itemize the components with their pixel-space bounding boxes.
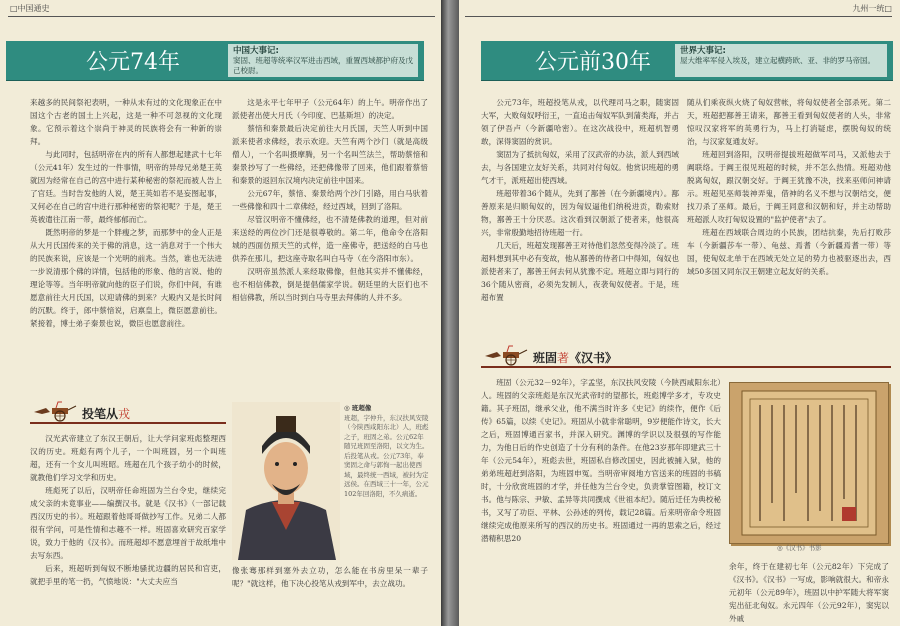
title-main: 投笔从	[82, 407, 119, 421]
paragraph: 与此同时，包括明帝在内的所有人都想起建武十七年（公元41年）发生过的一件事情，明帝的异母兄弟楚王英就因为经常在自己的宫中进行某种秘密的祭祀而被人告上了官廷。当时告发他的人说，楚王英如若不是妄图起事，又何必在自己的宫中进行那种秘密的祭祀呢？于是，楚王英被遣往江南一带，最终郁郁而亡。	[30, 150, 222, 224]
right-events-box	[675, 44, 887, 77]
book-page-icon	[730, 383, 888, 543]
left-events-text: 窦固、班超等统率汉军进击西域，重置西域都护府及戊己校尉。	[233, 56, 413, 75]
left-running-head: □中国通史	[10, 4, 50, 13]
paragraph: 来越多的民间祭祀表明，一种从未有过的文化现象正在中国这个古老的国土上兴起，这是一种不可忽视的文化现象。它预示着这个崇尚于神灵的民族将会有一种新的崇拜。	[30, 98, 222, 146]
chariot-icon	[483, 344, 529, 366]
title-accent: 著	[557, 351, 570, 365]
paragraph: 汉光武帝建立了东汉王朝后，让大学问家班彪整理西汉的历史。班彪有两个儿子，一个叫班固，另一个叫班超，还有一个女儿叫班昭。班超在几个孩子幼小的时候，就教他们学习文学和历史。	[30, 434, 226, 482]
right-section-col2	[729, 560, 889, 622]
left-year: 公元74年	[86, 50, 180, 75]
paragraph: 尽管汉明帝不懂佛经，也不清楚佛教的道理，但对前来送经的两位沙门还是很尊敬的。第二年，他命令在洛阳城的西面仿照天竺的式样，造一座佛寺，把送经的白马也供养在那儿，把这座寺取名叫白马寺（在今洛阳市东）。	[232, 215, 428, 263]
paragraph: 窦固为了抵抗匈奴，采用了汉武帝的办法，派人到西域去，与各国建立友好关系，共同对付匈奴。他赏识班超的勇气才干，派班超出使西域。	[481, 150, 679, 185]
left-column-2	[232, 96, 428, 378]
paragraph: 班彪死了以后，汉明帝任命班固为兰台令史，继续完成父亲的未竟事业——编撰汉书。就是《汉书》（一部记载西汉历史的书）。班超跟着他哥哥做抄写工作。兄弟二人都很有学问，可是性情和志趣不一样。班固喜欢研究百家学说，致力于他的《汉书》。而班超却不愿意埋首于故纸堆中去写东西。	[30, 486, 226, 560]
paragraph: 这是永平七年甲子（公元64年）的上午。明帝作出了派使者出使大月氏（今印度、巴基斯坦）的决定。	[232, 98, 428, 120]
paragraph: 蔡愔和秦景最后决定前往大月氏国，天竺人听到中国派来使者求佛经，表示欢迎。天竺有两个沙门（就是高级僧人），一个名叫摄摩腾，另一个名叫竺法兰，帮助蔡愔和秦景抄写了一些佛经，还把佛像带了回来，他们跟着蔡愔和秦景的返回东汉境内决定前往中国来。	[232, 124, 428, 185]
left-page	[0, 0, 441, 626]
title-rest: 《汉书》	[569, 351, 618, 365]
title-accent: 戎	[118, 407, 131, 421]
paragraph: 班超带着36个随从，先到了鄯善（在今新疆境内）。鄯善原来是归顺匈奴的，因为匈奴逼他们纳税进贡，勒索财物，鄯善王十分厌恶。这次看到汉朝派了使者来，他很高兴，非常殷勤地招待班超一行。	[481, 189, 679, 237]
left-bottom-text	[232, 564, 428, 622]
paragraph: 公元73年，班超投笔从戎，以代理司马之职，随窦固大军，大败匈奴呼衍王，一直追击匈奴军队到蒲类海，并占领了伊吾卢（今新疆哈密）。在这次战役中，班超机智勇敢，深得窦固的赏识。	[481, 98, 679, 146]
han-shu-book-image	[729, 382, 889, 544]
paragraph: 几天后，班超发现鄯善王对待他们忽然变得冷淡了。班超料想到其中必有变故，他从鄯善的侍者口中得知，匈奴也派使者来了，鄯善王何去何从犹豫不定。班超立即与同行的36个随从密商，必须先发制人，夜袭匈奴使者。于是，班超布置	[481, 241, 679, 302]
section-rule	[30, 422, 226, 424]
book-gutter	[441, 0, 459, 626]
right-year-banner	[481, 41, 893, 80]
right-section-title	[533, 349, 617, 366]
right-events-text: 屋大维率军侵入埃及，建立起横跨欧、亚、非的罗马帝国。	[680, 56, 875, 65]
right-year: 公元前30年	[535, 50, 651, 75]
left-events-box	[228, 44, 418, 77]
paragraph: 余年，终于在建初七年（公元82年）下完成了《汉书》。《汉书》一写成，影响就很大。和帝永元初年（公元89年），班固以中护军随大将军窦宪出征北匈奴。永元四年（公元92年），窦宪以外戚	[729, 562, 889, 622]
left-column-1	[30, 96, 222, 378]
right-page	[459, 0, 900, 626]
portrait-caption	[344, 404, 430, 499]
paragraph: 像张骞那样到塞外去立功，怎么能在书房里呆一辈子呢？"就这样，他下决心投笔从戎到军中，去立战功。	[232, 566, 428, 588]
paragraph: 后来，班超听到匈奴不断地骚扰边疆的居民和官吏，就把手里的笔一扔，气愤地说："大丈夫应当	[30, 564, 226, 586]
section-rule	[481, 366, 891, 368]
paragraph: 汉明帝虽然派人来经取佛像，但他其实并不懂佛经，也不相信佛教，倒是提倡儒家学说。朝廷里的大臣们也不相信佛教，所以当时到白马寺里去拜佛的人并不多。	[232, 267, 428, 302]
right-column-1	[481, 96, 679, 334]
right-column-2	[687, 96, 891, 334]
left-section-title	[82, 405, 130, 422]
book-caption: ◎《汉书》书影	[777, 544, 822, 552]
portrait-caption-title: ◎ 班超像	[344, 404, 372, 412]
paragraph: 公元67年，蔡愔、秦景给两个沙门引路，用白马驮着一些佛像和四十二章佛经，经过西域，回到了洛阳。	[232, 189, 428, 211]
paragraph: 随从们乘夜纵火烧了匈奴营帐，将匈奴使者全部杀死。第二天，班超把鄯善王请来，鄯善王看到匈奴使者的人头，非常惊叹汉家将军的英勇行为，马上打消疑虑，摆脱匈奴的统治，与汉家复通友好。	[687, 98, 891, 146]
ban-chao-portrait-illustration	[232, 402, 340, 560]
right-running-head: 九州一统□	[852, 4, 892, 13]
title-main: 班固	[533, 351, 558, 365]
paragraph: 班固（公元32－92年），字孟坚，东汉扶风安陵（今陕西咸阳东北）人。班固的父亲班彪是东汉光武帝时的望都长，班彪博学多才，专攻史籍。其子班固，继承父业，他不满当时许多《史记》的续作，便作《后传》65篇，以续《史记》。班固从小就非常聪明，9岁便能作诗文，长大之后，班固博通百家书，并深入研究。渊博的学识以及很强的写作能力，为他日后的作史创造了十分有利的条件。在他23岁那年即建武三十年（公元54年），班彪去世，班固私自修改国史，因此被捕入狱，他的弟弟班超赶到洛阳，为班固申冤。当明帝审阅地方官送来的班固的书稿时，十分欣赏班固的才学，并任他为兰台令史，负责掌管图籍，校订文书。他与陈宗、尹敏、孟异等共同撰成《世祖本纪》。随后迁任为典校秘书，又写了功臣、平林、公孙述的列传，载记28篇。后来明帝命令班固继续完成他原来所写的西汉的历史书。班固通过一再的思索之后，经过潜精积思20	[481, 378, 721, 543]
paragraph: 班超在西域联合周边的小民族，团结抗秦，先后打败莎车（今新疆莎车一带）、龟兹、焉耆（今新疆焉耆一带）等国，使匈奴北单于在西域无处立足的势力也被驱逐出去，西域50多国又同东汉王朝建立起友好的关系。	[687, 228, 891, 276]
left-head-rule	[8, 16, 435, 17]
left-year-banner	[6, 41, 424, 80]
left-section-heading	[30, 400, 226, 426]
chariot-icon	[32, 400, 78, 422]
right-section-text	[481, 376, 721, 622]
paragraph: 班超回到洛阳，汉明帝提拔班超做军司马，又派他去于阗联络。于阗王很见班超的时候，并不怎么热情。班超劝他脱离匈奴，跟汉朝交好。于阗王犹豫不决，找来巫师问神请示。班超见巫师装神弄鬼，借神的名义不想与汉朝结交，便找刀杀了巫师。最后，于阗王同意和汉朝和好，并主动帮助班超派人攻打匈奴设置的"监护使者"去了。	[687, 150, 891, 224]
right-section-heading	[481, 344, 891, 370]
paragraph: 既然明帝的梦是一个胖瘦之梦，而那梦中的金人正是从大月氏国传来的关于佛的消息，这一消息对于一个伟大的民族来说，应该是一个光明的前兆。当然，谁也无法进一步说清那个佛的详情，包括他的形象、他的言说、他的理论等等。当年明帝就向他的臣子们说，你们中间，有谁愿意前往大月氏国，以迎请佛的到来？大殿内又是长时间的沉默。终于，郎中蔡愔说，启禀皇上，微臣愿意前往。紧接着，博士弟子秦景也说，微臣也愿意前往。	[30, 228, 222, 328]
left-section-text	[30, 432, 226, 622]
portrait-caption-text: 班超，字仲升，东汉扶风安陵（今陕西咸阳东北）人，班彪之子，班固之弟。公元62年随兄班固至洛阳，以文为生。后投笔从戎。公元73年，奉窦固之命与郭恂一起出使西域，最终统一西域，被封为定远侯。在西域三十一年，公元102年回洛阳，不久病逝。	[344, 413, 429, 498]
left-events-title: 中国大事记:	[233, 46, 279, 56]
right-head-rule	[465, 16, 892, 17]
right-events-title: 世界大事记:	[680, 46, 726, 56]
